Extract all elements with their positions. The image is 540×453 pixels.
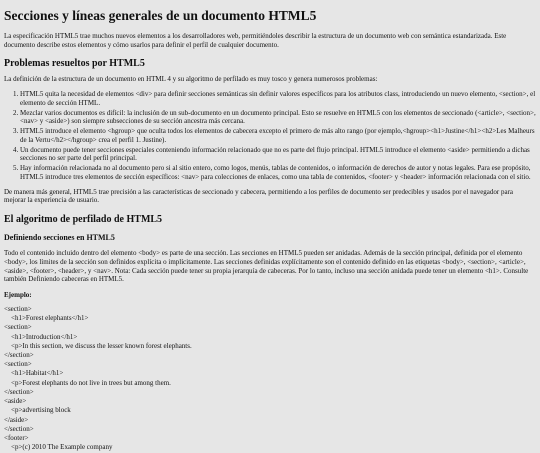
problems-lead: La definición de la estructura de un documento en HTML 4 y su algoritmo de perfilado es muy tosco y genera numerosos problemas: xyxy=(4,75,378,84)
code-example xyxy=(4,305,536,453)
code-line: <footer> xyxy=(4,434,29,443)
intro-paragraph: La especificación HTML5 trae muchos nuevos elementos a los desarrolladores web, permitiéndoles describir la estructura de un documento web con semántica estandarizada. Este documento describe estos elementos y cómo usarlos para definir el perfil de cualquier documento. xyxy=(4,31,507,49)
page-title: Secciones y líneas generales de un documento HTML5 xyxy=(4,8,317,23)
list-item: 1. HTML5 quita la necesidad de elementos <div> para definir secciones semánticas sin definir valores específicos para los atributos class, introduciendo un nuevo elemento, <section>, el elemento de sección HTML. xyxy=(20,90,536,108)
section-heading-problems: Problemas resueltos por HTML5 xyxy=(4,58,145,70)
list-item: 2. Mezclar varios documentos es difícil: la inclusión de un sub-documento en un documento principal. Esto se resuelve en HTML5 con los elementos de seccionado (<article>, <section>, <nav> y <aside>) son siempre subsecciones de su sección ancestra más cercana. xyxy=(20,109,536,127)
defining-sections-body: Todo el contenido incluido dentro del elemento <body> es parte de una sección. Las secciones en HTML5 pueden ser anidadas. Además de la sección principal, definida por el elemento <body>, los límites de la sección son definidos explícita o implícitamente. Las secciones definidas explícitamente son el contenido definido en las etiquetas <body>, <section>, <article>, <aside>, <footer>, <header>, y <nav>. Nota: Cada sección puede tener su propia jerarquía de cabeceras. Por lo tanto, incluso una sección anidada puede tener un elemento <h1>. Consulte también Definiendo cabeceras en HTML5. xyxy=(4,249,529,284)
code-line: </aside> xyxy=(4,415,29,424)
list-item: 4. Un documento puede tener secciones especiales conteniendo información relacionado que no es parte del flujo principal. HTML5 introduce el elemento <aside> permitiendo a dichas secciones no ser parte del perfil principal. xyxy=(20,146,536,164)
example-label: Ejemplo: xyxy=(4,291,32,300)
code-line: </section> xyxy=(4,351,34,360)
code-line: <section> xyxy=(4,304,32,313)
code-line: <h1>Habitat</h1> xyxy=(4,369,64,378)
code-line: <h1>Introduction</h1> xyxy=(4,332,78,341)
code-line: <p>advertising block xyxy=(4,406,71,415)
code-line: <h1>Forest elephants</h1> xyxy=(4,314,89,323)
problems-list xyxy=(4,90,536,182)
subheading-defining-sections: Definiendo secciones en HTML5 xyxy=(4,233,115,243)
code-line: </section> xyxy=(4,424,34,433)
problems-closing: De manera más general, HTML5 trae precisión a las características de seccionado y cabecera, permitiendo a los perfiles de documento ser predecibles y usados por el navegador para mejorar la experiencia de usuario. xyxy=(4,187,514,205)
list-item: 3. HTML5 introduce el elemento <hgroup> que oculta todos los elementos de cabecera excepto el primero de más alto rango (por ejemplo,<hgroup><h1>Justine</h1><h2>Les Malheurs de la Vertu</h2></hgroup> crea el perfil 1. Justine). xyxy=(20,127,536,145)
code-line: <aside> xyxy=(4,397,27,406)
code-line: <p>In this section, we discuss the lesser known forest elephants. xyxy=(4,341,192,350)
list-item: 5. Hay información relacionada no al documento pero si al sitio entero, como logos, menús, tablas de contenidos, o información de derechos de autor y notas legales. Para ese propósito, HTML5 introduce tres elementos de sección específicos: <nav> para colecciones de enlaces, como una tabla de contenidos, <footer> y <header> información relacionada con el sitio. xyxy=(20,164,536,182)
code-line: <p>Forest elephants do not live in trees but among them. xyxy=(4,378,171,387)
code-line: <p>(c) 2010 The Example company xyxy=(4,443,113,452)
code-line: <section> xyxy=(4,323,32,332)
code-line: <section> xyxy=(4,360,32,369)
code-line: </section> xyxy=(4,387,34,396)
section-heading-algorithm: El algoritmo de perfilado de HTML5 xyxy=(4,214,163,226)
